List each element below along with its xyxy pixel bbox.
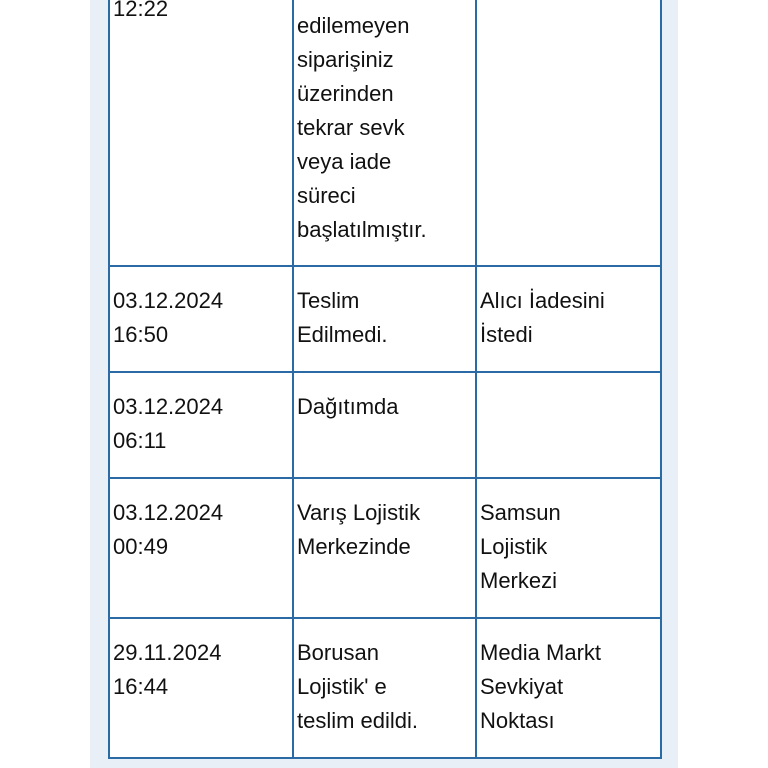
status-text: Varış Lojistik Merkezinde bbox=[297, 500, 421, 559]
status-cell bbox=[293, 618, 476, 758]
table-row bbox=[109, 266, 661, 372]
time-text: 16:44 bbox=[113, 674, 169, 699]
table-row bbox=[109, 372, 661, 478]
datetime-cell bbox=[109, 372, 293, 478]
status-cell bbox=[293, 478, 476, 618]
date-text: 03.12.2024 bbox=[113, 394, 224, 419]
time-text: 12:22 bbox=[113, 0, 169, 21]
status-cell bbox=[293, 266, 476, 372]
status-text: edilemeyen siparişiniz üzerinden tekrar sevk veya iade süreci başlatılmıştır. bbox=[297, 13, 427, 242]
location-cell bbox=[476, 266, 661, 372]
status-text: Borusan Lojistik' e teslim edildi. bbox=[297, 640, 419, 733]
table-row bbox=[109, 618, 661, 758]
location-cell bbox=[476, 372, 661, 478]
location-text: Alıcı İadesini İstedi bbox=[480, 288, 605, 347]
location-text: Samsun Lojistik Merkezi bbox=[480, 500, 561, 593]
location-text: Media Markt Sevkiyat Noktası bbox=[480, 640, 602, 733]
datetime-cell bbox=[109, 478, 293, 618]
location-cell bbox=[476, 478, 661, 618]
status-text: Dağıtımda bbox=[297, 394, 399, 419]
date-text: 03.12.2024 bbox=[113, 288, 224, 313]
status-cell bbox=[293, 0, 476, 266]
datetime-cell bbox=[109, 0, 293, 266]
status-text: Teslim Edilmedi. bbox=[297, 288, 388, 347]
shipment-tracking-table bbox=[108, 0, 662, 759]
date-text: 03.12.2024 bbox=[113, 500, 224, 525]
time-text: 00:49 bbox=[113, 534, 169, 559]
datetime-cell bbox=[109, 618, 293, 758]
time-text: 16:50 bbox=[113, 322, 169, 347]
datetime-cell bbox=[109, 266, 293, 372]
table-row bbox=[109, 0, 661, 266]
status-cell bbox=[293, 372, 476, 478]
time-text: 06:11 bbox=[113, 428, 167, 453]
table-row bbox=[109, 478, 661, 618]
location-cell bbox=[476, 0, 661, 266]
location-cell bbox=[476, 618, 661, 758]
date-text: 29.11.2024 bbox=[113, 640, 222, 665]
